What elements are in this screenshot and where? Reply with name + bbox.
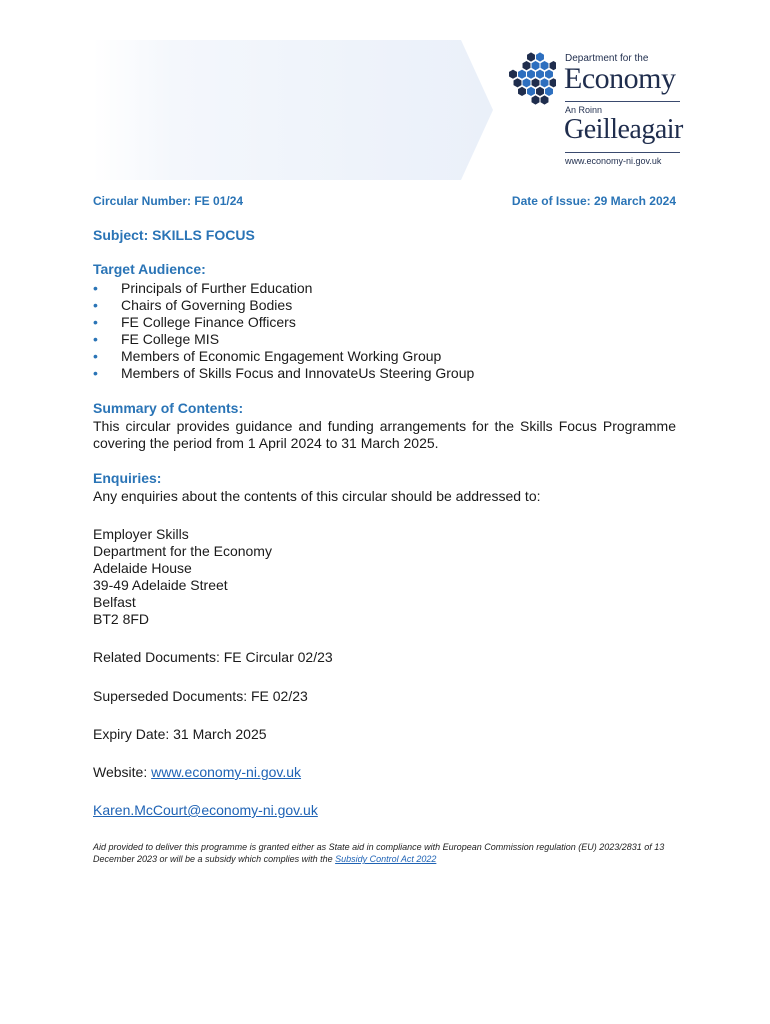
logo-hexagon [527, 87, 535, 96]
list-item: • Chairs of Governing Bodies [93, 297, 676, 314]
target-audience-list [93, 280, 676, 382]
enquiries-section [93, 470, 676, 505]
superseded-documents: Superseded Documents: FE 02/23 [93, 688, 308, 704]
related-documents: Related Documents: FE Circular 02/23 [93, 649, 333, 665]
list-item: • Members of Economic Engagement Working Group [93, 348, 676, 365]
logo-hexagon [536, 87, 544, 96]
email-line [93, 802, 676, 819]
website-label: Website: [93, 764, 152, 780]
subsidy-control-act-link[interactable]: Subsidy Control Act 2022 [335, 854, 437, 864]
logo-dept-for: Department for the [565, 53, 649, 64]
website-line [93, 764, 676, 781]
logo-rule [565, 101, 680, 102]
date-of-issue: Date of Issue: 29 March 2024 [511, 194, 676, 208]
footnote-text: Aid provided to deliver this programme is granted either as State aid in compliance with European Commission regulation (EU) 2023/2831 of 13 December 2023 or will be a subsidy which complies with the [93, 842, 665, 864]
list-item: • FE College Finance Officers [93, 314, 676, 331]
address-line: BT2 8FD [93, 611, 150, 627]
logo-hexagon [523, 78, 531, 87]
logo-hexagon [536, 52, 544, 61]
state-aid-footnote [93, 841, 676, 865]
logo-hexagon [545, 70, 553, 79]
email-link[interactable]: Karen.McCourt@economy-ni.gov.uk [93, 802, 318, 818]
logo-hexagon [536, 70, 544, 79]
logo-geilleagair: Geilleagair [564, 114, 683, 145]
department-logo [508, 46, 688, 176]
list-item: • Principals of Further Education [93, 280, 676, 297]
logo-hexagon [523, 61, 531, 70]
logo-hexagon [532, 61, 540, 70]
circular-number: Circular Number: FE 01/24 [93, 194, 244, 208]
logo-hexagon [550, 61, 556, 70]
logo-economy: Economy [564, 62, 676, 95]
logo-hexagon [545, 87, 553, 96]
logo-hexagon [532, 78, 540, 87]
expiry-date: Expiry Date: 31 March 2025 [93, 726, 267, 742]
website-link[interactable]: www.economy-ni.gov.uk [151, 764, 302, 780]
circular-meta [93, 194, 676, 208]
logo-website: www.economy-ni.gov.uk [565, 156, 662, 166]
summary-section [93, 400, 676, 452]
logo-hexagon [532, 95, 540, 104]
address-line: Adelaide House [93, 560, 192, 576]
logo-hexagon [541, 78, 549, 87]
address-line: Department for the Economy [93, 543, 272, 559]
logo-hexagon [550, 78, 556, 87]
logo-an-roinn: An Roinn [565, 105, 603, 115]
contact-address [93, 526, 676, 628]
logo-hexagon [541, 95, 549, 104]
circular-body [93, 190, 676, 865]
address-line: Belfast [93, 594, 136, 610]
logo-hexagon [527, 52, 535, 61]
logo-rule [565, 152, 680, 153]
target-audience-section [93, 261, 676, 382]
address-line: 39-49 Adelaide Street [93, 577, 228, 593]
summary-heading: Summary of Contents: [93, 400, 244, 416]
header-banner [93, 40, 493, 180]
logo-hexagon [509, 70, 517, 79]
subject-heading: Subject: SKILLS FOCUS [93, 227, 255, 243]
logo-hexagon [527, 70, 535, 79]
hexagon-cluster-icon [508, 52, 556, 110]
enquiries-text: Any enquiries about the contents of this circular should be addressed to: [93, 488, 541, 504]
summary-text: This circular provides guidance and funding arrangements for the Skills Focus Programme covering the period from 1 April 2024 to 31 March 2025. [93, 418, 676, 451]
logo-hexagon [514, 78, 522, 87]
address-line: Employer Skills [93, 526, 189, 542]
enquiries-heading: Enquiries: [93, 470, 162, 486]
target-audience-heading: Target Audience: [93, 261, 206, 277]
list-item: • Members of Skills Focus and InnovateUs Steering Group [93, 365, 676, 382]
list-item: • FE College MIS [93, 331, 676, 348]
logo-hexagon [518, 70, 526, 79]
logo-hexagon [541, 61, 549, 70]
logo-hexagon [518, 87, 526, 96]
